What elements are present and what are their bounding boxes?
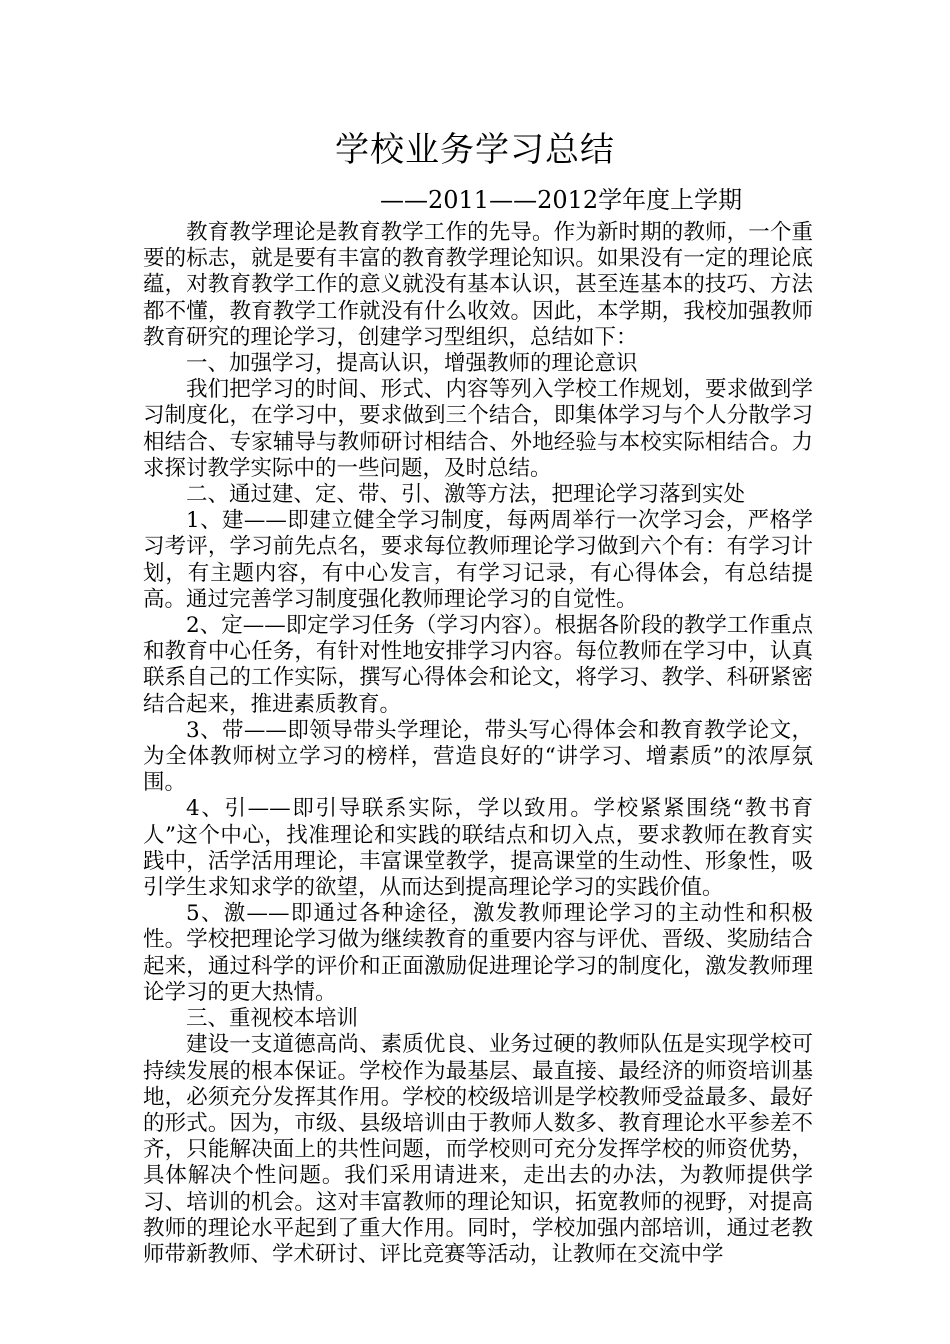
item-3-paragraph: 3、带——即领导带头学理论，带头写心得体会和教育教学论文，为全体教师树立学习的榜样，营造良好的“讲学习、增素质”的浓厚氛围。	[143, 717, 813, 796]
section-heading-2: 二、通过建、定、带、引、激等方法，把理论学习落到实处	[186, 482, 746, 508]
section-1-paragraph: 我们把学习的时间、形式、内容等列入学校工作规划，要求做到学习制度化，在学习中，要求做到三个结合，即集体学习与个人分散学习相结合、专家辅导与教师研讨相结合、外地经验与本校实际相结合。力求探讨教学实际中的一些问题，及时总结。	[143, 377, 813, 481]
item-4-paragraph: 4、引——即引导联系实际，学以致用。学校紧紧围绕“教书育人”这个中心，找准理论和实践的联结点和切入点，要求教师在教育实践中，活学活用理论，丰富课堂教学，提高课堂的生动性、形象性，吸引学生求知求学的欲望，从而达到提高理论学习的实践价值。	[143, 796, 813, 901]
item-2-paragraph: 2、定——即定学习任务（学习内容）。根据各阶段的教学工作重点和教育中心任务，有针对性地安排学习内容。每位教师在学习中，认真联系自己的工作实际，撰写心得体会和论文，将学习、教学、科研紧密结合起来，推进素质教育。	[143, 613, 813, 717]
document-body	[143, 220, 813, 1268]
section-heading-1: 一、加强学习，提高认识，增强教师的理论意识	[186, 351, 638, 377]
document-title: 学校业务学习总结	[335, 130, 615, 170]
section-heading-3: 三、重视校本培训	[186, 1006, 359, 1032]
item-1-paragraph: 1、建——即建立健全学习制度，每两周举行一次学习会，严格学习考评，学习前先点名，要求每位教师理论学习做到六个有：有学习计划，有主题内容，有中心发言，有学习记录，有心得体会，有总结提高。通过完善学习制度强化教师理论学习的自觉性。	[143, 508, 813, 612]
section-3-paragraph: 建设一支道德高尚、素质优良、业务过硬的教师队伍是实现学校可持续发展的根本保证。学校作为最基层、最直接、最经济的师资培训基地，必须充分发挥其作用。学校的校级培训是学校教师受益最多、最好的形式。因为，市级、县级培训由于教师人数多、教育理论水平参差不齐，只能解决面上的共性问题，而学校则可充分发挥学校的师资优势，具体解决个性问题。我们采用请进来，走出去的办法，为教师提供学习、培训的机会。这对丰富教师的理论知识，拓宽教师的视野，对提高教师的理论水平起到了重大作用。同时，学校加强内部培训，通过老教师带新教师、学术研讨、评比竞赛等活动，让教师在交流中学	[143, 1032, 813, 1267]
item-5-paragraph: 5、激——即通过各种途径，激发教师理论学习的主动性和积极性。学校把理论学习做为继续教育的重要内容与评优、晋级、奖励结合起来，通过科学的评价和正面激励促进理论学习的制度化，激发教师理论学习的更大热情。	[143, 901, 813, 1005]
intro-paragraph: 教育教学理论是教育教学工作的先导。作为新时期的教师，一个重要的标志，就是要有丰富的教育教学理论知识。如果没有一定的理论底蕴，对教育教学工作的意义就没有基本认识，甚至连基本的技巧、方法都不懂，教育教学工作就没有什么收效。因此，本学期，我校加强教师教育研究的理论学习，创建学习型组织，总结如下：	[143, 220, 813, 350]
document-subtitle: ——2011——2012学年度上学期	[380, 186, 743, 214]
